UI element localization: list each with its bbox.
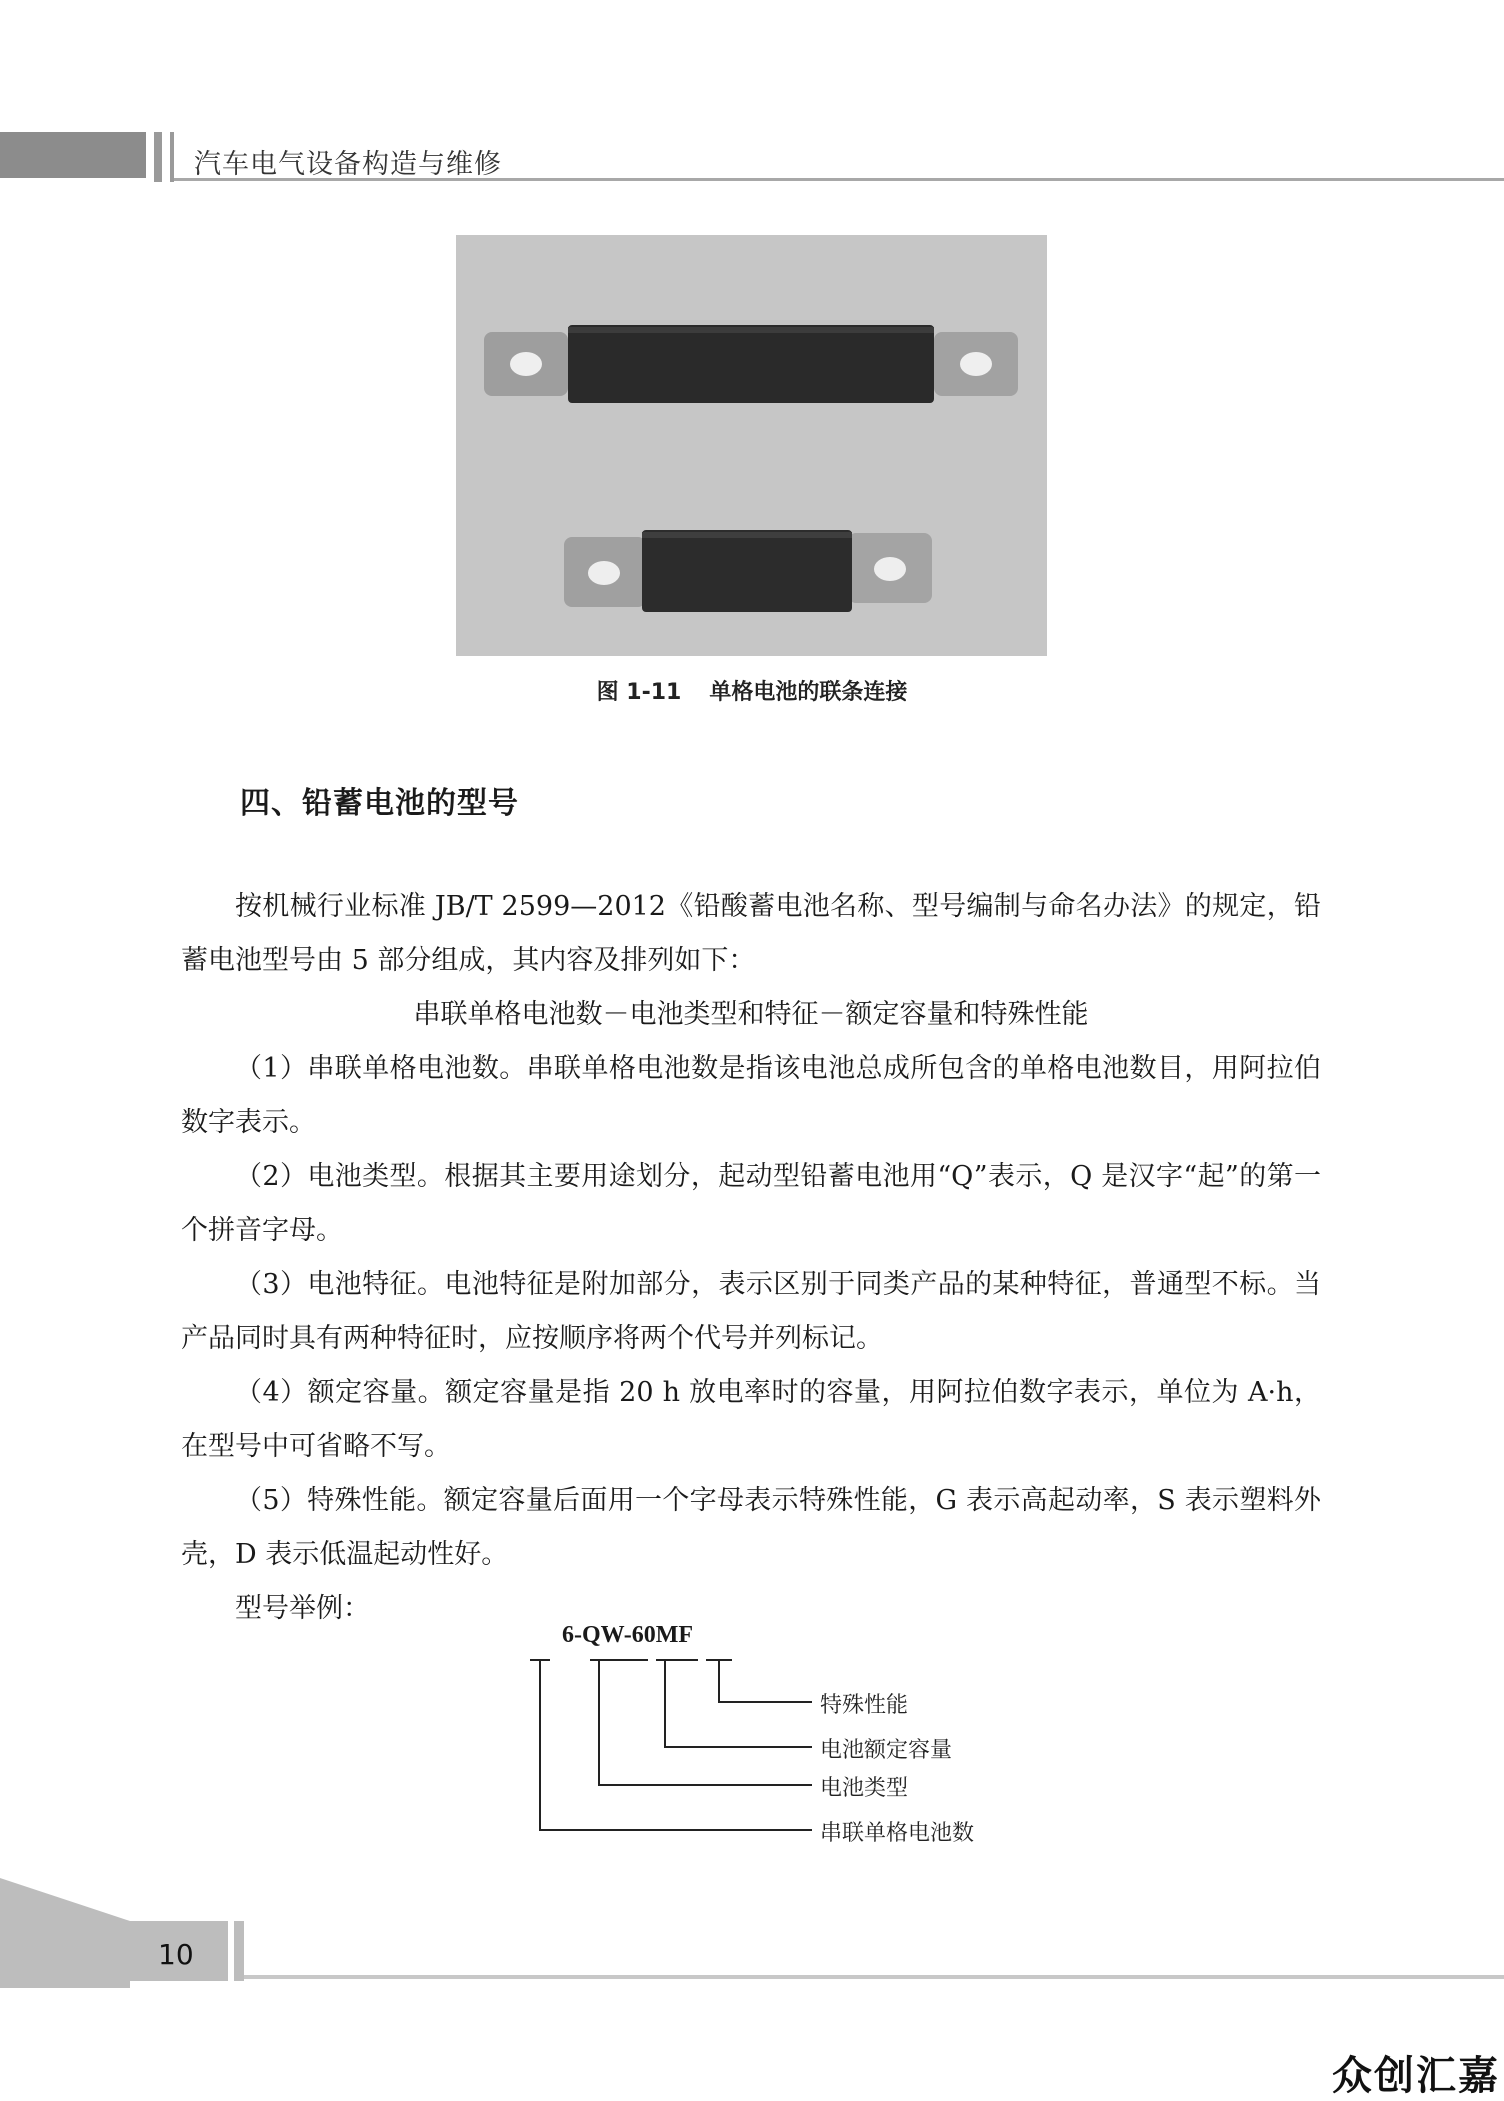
paragraph: （4）额定容量。额定容量是指 20 h 放电率时的容量，用阿拉伯数字表示，单位为 A·h，在型号中可省略不写。: [181, 1377, 1321, 1462]
page-number: 10: [158, 1938, 194, 1971]
paragraph: （3）电池特征。电池特征是附加部分，表示区别于同类产品的某种特征，普通型不标。当产品同时具有两种特征时，应按顺序将两个代号并列标记。: [181, 1269, 1321, 1354]
header-tick-thin: [170, 132, 174, 182]
label-battery-type: 电池类型: [820, 1776, 909, 1801]
body-text: [181, 880, 1321, 1636]
book-title: 汽车电气设备构造与维修: [194, 149, 502, 180]
watermark: 众创汇嘉: [1332, 2053, 1500, 2099]
model-code: 6-QW-60MF: [562, 1622, 694, 1648]
figure-number: 图 1-11: [596, 680, 682, 705]
footer-rule: [244, 1975, 1504, 1979]
format-line: 串联单格电池数－电池类型和特征－额定容量和特殊性能: [413, 999, 1089, 1030]
label-rated-capacity: 电池额定容量: [820, 1738, 953, 1763]
header-tick: [154, 132, 162, 182]
paragraph: （1）串联单格电池数。串联单格电池数是指该电池总成所包含的单格电池数目，用阿拉伯数字表示。: [181, 1053, 1321, 1138]
paragraph: （2）电池类型。根据其主要用途划分，起动型铅蓄电池用“Q”表示，Q 是汉字“起”的第一个拼音字母。: [181, 1161, 1321, 1246]
label-cell-count: 串联单格电池数: [820, 1821, 975, 1846]
paragraph: （5）特殊性能。额定容量后面用一个字母表示特殊性能，G 表示高起动率，S 表示塑料外壳，D 表示低温起动性好。: [181, 1485, 1321, 1570]
figure-title: 单格电池的联条连接: [709, 680, 908, 705]
figure-photo: [456, 235, 1047, 656]
model-diagram: [520, 1622, 1000, 1844]
figure-caption: [0, 675, 1504, 706]
header-bar: [0, 132, 146, 178]
section-heading: 四、铅蓄电池的型号: [240, 786, 519, 821]
label-special-performance: 特殊性能: [820, 1693, 909, 1718]
paragraph: 型号举例：: [235, 1593, 370, 1624]
footer-tick: [234, 1921, 244, 1981]
connector-strips-illustration: [456, 235, 1047, 656]
paragraph: 按机械行业标准 JB/T 2599—2012《铅酸蓄电池名称、型号编制与命名办法》的规定，铅蓄电池型号由 5 部分组成，其内容及排列如下：: [181, 891, 1321, 976]
